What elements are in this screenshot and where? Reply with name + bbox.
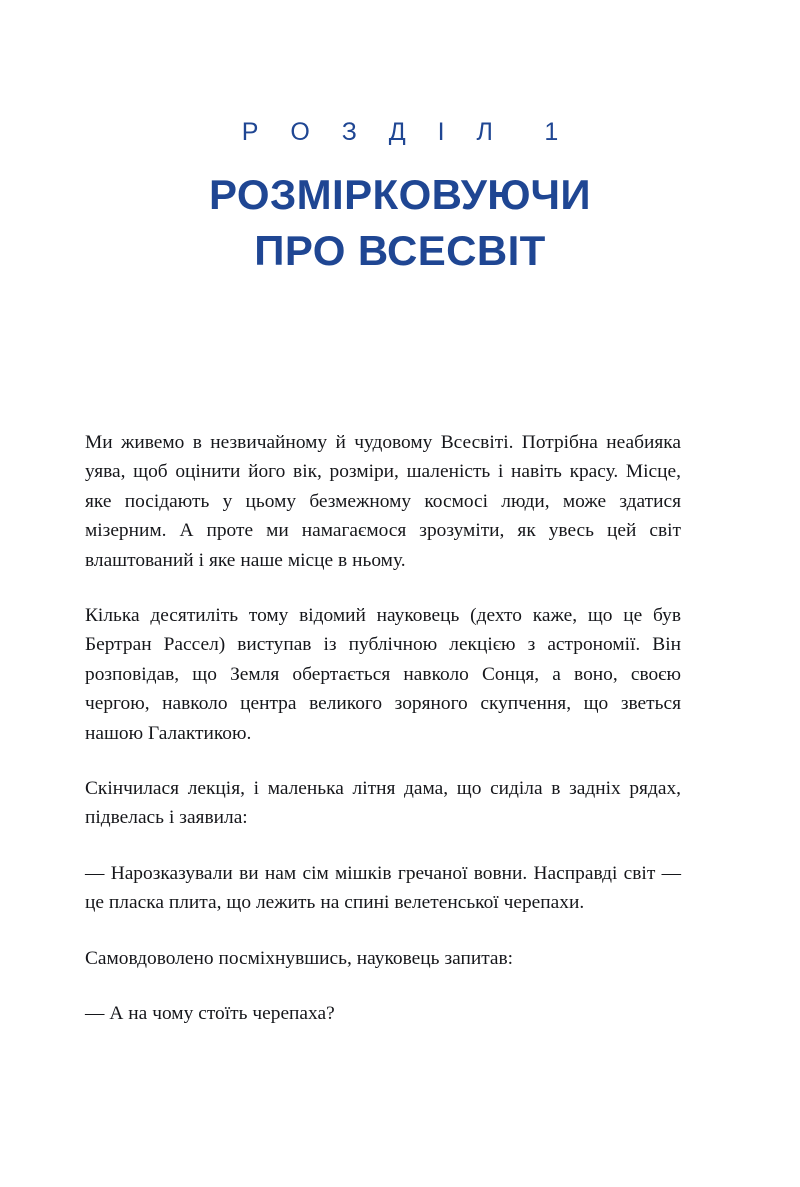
chapter-title-line-2: ПРО ВСЕСВІТ	[254, 226, 546, 274]
paragraph-1: Ми живемо в незвичайному й чудовому Всесвіті. Потрібна неабияка уява, щоб оцінити його вік, розміри, шаленість і навіть красу. Місце, яке посідають у цьому безмежному космосі люди, може здатися мізерним. А проте ми намагаємося зрозуміти, як увесь цей світ влаштований і яке наше місце в ньому.	[85, 432, 681, 571]
paragraph-3: Скінчилася лекція, і маленька літня дама, що сиділа в задніх рядах, підвелась і заявила:	[85, 778, 681, 829]
paragraph-2: Кілька десятиліть тому відомий науковець (дехто каже, що це був Бертран Рассел) виступав із публічною лекцією з астрономії. Він розповідав, що Земля обертається навколо Сонця, а воно, своєю чергою, навколо центра великого зоряного скупчення, що зветься нашою Галактикою.	[85, 605, 681, 744]
chapter-label: Р О З Д І Л 1	[241, 118, 571, 146]
chapter-heading-block	[0, 118, 800, 278]
paragraph-4: — Нарозказували ви нам сім мішків гречаної вовни. Насправді світ — це пласка плита, що лежить на спині велетенської черепахи.	[85, 862, 681, 914]
paragraph-5: Самовдоволено посміхнувшись, науковець запитав:	[85, 947, 514, 969]
paragraph-6: — А на чому стоїть черепаха?	[85, 1003, 335, 1025]
page-title	[0, 167, 800, 279]
chapter-title-line-1: РОЗМІРКОВУЮЧИ	[209, 170, 591, 218]
body-text	[85, 428, 681, 1029]
